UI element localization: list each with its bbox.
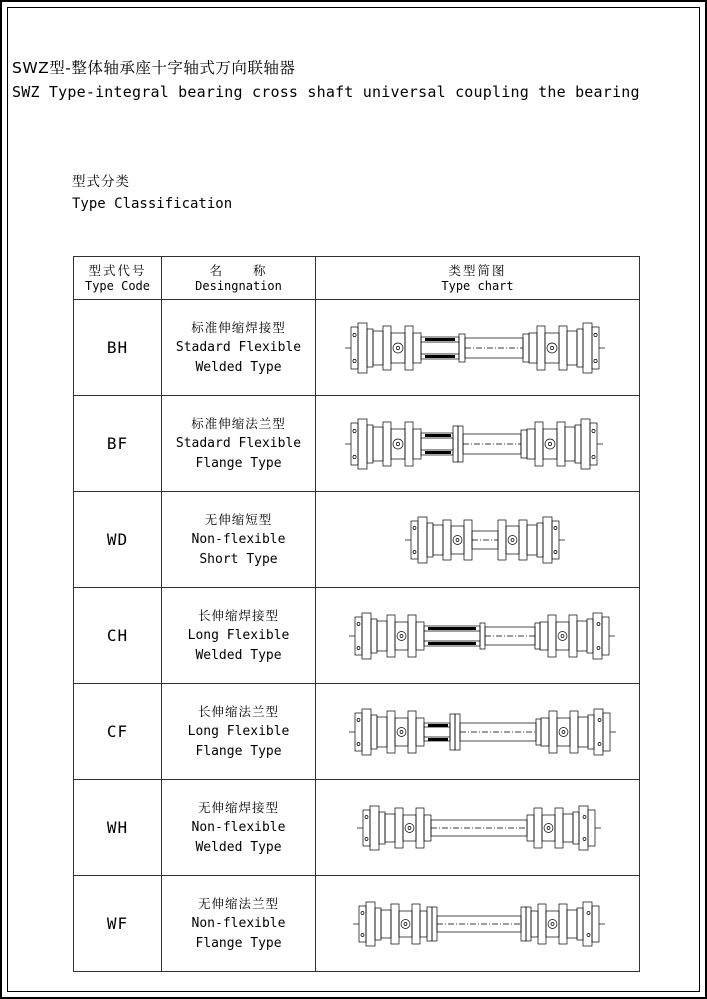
coupling-wf-diagram (316, 876, 640, 972)
designation-cell (162, 396, 316, 492)
header-type-chart-en: Type chart (441, 278, 514, 293)
designation-en-line2: Short Type (199, 551, 278, 567)
designation-cn: 无伸缩焊接型 (197, 799, 279, 815)
header-type-code (74, 257, 162, 300)
designation-en-line1: Stadard Flexible (175, 339, 302, 355)
header-type-chart (316, 257, 640, 300)
designation-en-line1: Non-flexible (191, 915, 286, 931)
designation-cn: 标准伸缩法兰型 (191, 415, 286, 431)
designation-en-line2: Flange Type (195, 455, 282, 471)
designation-en-line2: Welded Type (195, 647, 282, 663)
designation-en-line1: Non-flexible (191, 531, 286, 547)
coupling-ch-diagram (316, 588, 640, 684)
designation-en-line1: Non-flexible (191, 819, 286, 835)
coupling-bh-icon (333, 313, 623, 383)
coupling-bf-diagram (316, 396, 640, 492)
header-type-code-cn: 型式代号 (88, 262, 147, 278)
header-designation-en: Desingnation (195, 278, 282, 293)
designation-cn: 标准伸缩焊接型 (191, 319, 286, 335)
coupling-wd-diagram (316, 492, 640, 588)
designation-cell (162, 780, 316, 876)
type-code-cell: WD (74, 492, 162, 588)
section-heading-english: Type Classification (72, 196, 233, 212)
coupling-bh-diagram (316, 300, 640, 396)
coupling-cf-diagram (316, 684, 640, 780)
type-code-cell: CF (74, 684, 162, 780)
designation-en-line1: Long Flexible (187, 723, 290, 739)
header-type-code-en: Type Code (84, 278, 151, 293)
designation-cell (162, 492, 316, 588)
type-code-cell: WH (74, 780, 162, 876)
title-english: SWZ Type-integral bearing cross shaft universal coupling the bearing (12, 83, 640, 101)
title-chinese: SWZ型-整体轴承座十字轴式万向联轴器 (12, 59, 296, 77)
designation-cn: 无伸缩法兰型 (197, 895, 279, 911)
header-type-chart-cn: 类型简图 (448, 262, 507, 278)
table-row (74, 876, 640, 972)
designation-en-line2: Welded Type (195, 359, 282, 375)
coupling-bf-icon (333, 409, 623, 479)
type-code-cell: BF (74, 396, 162, 492)
designation-en-line2: Flange Type (195, 743, 282, 759)
designation-cell (162, 684, 316, 780)
coupling-ch-icon (333, 601, 623, 671)
designation-en-line2: Flange Type (195, 935, 282, 951)
header-designation (162, 257, 316, 300)
designation-cn: 无伸缩短型 (204, 511, 273, 527)
type-classification-table (73, 256, 640, 972)
designation-en-line1: Stadard Flexible (175, 435, 302, 451)
coupling-cf-icon (333, 697, 623, 767)
table-row (74, 588, 640, 684)
designation-cn: 长伸缩焊接型 (197, 607, 279, 623)
table-header-row (74, 257, 640, 300)
table-row (74, 396, 640, 492)
designation-en-line1: Long Flexible (187, 627, 290, 643)
section-heading-chinese: 型式分类 (72, 174, 130, 190)
designation-cell (162, 876, 316, 972)
type-code-cell: WF (74, 876, 162, 972)
table-row (74, 300, 640, 396)
designation-cn: 长伸缩法兰型 (197, 703, 279, 719)
section-heading (72, 172, 232, 215)
coupling-wh-diagram (316, 780, 640, 876)
table-row (74, 492, 640, 588)
coupling-wd-icon (333, 505, 623, 575)
type-code-cell: BH (74, 300, 162, 396)
table-row (74, 780, 640, 876)
designation-en-line2: Welded Type (195, 839, 282, 855)
type-code-cell: CH (74, 588, 162, 684)
coupling-wh-icon (333, 793, 623, 863)
table-row (74, 684, 640, 780)
designation-cell (162, 300, 316, 396)
designation-cell (162, 588, 316, 684)
coupling-wf-icon (333, 889, 623, 959)
header-designation-cn: 名 称 (209, 262, 268, 278)
document-title (12, 57, 692, 105)
